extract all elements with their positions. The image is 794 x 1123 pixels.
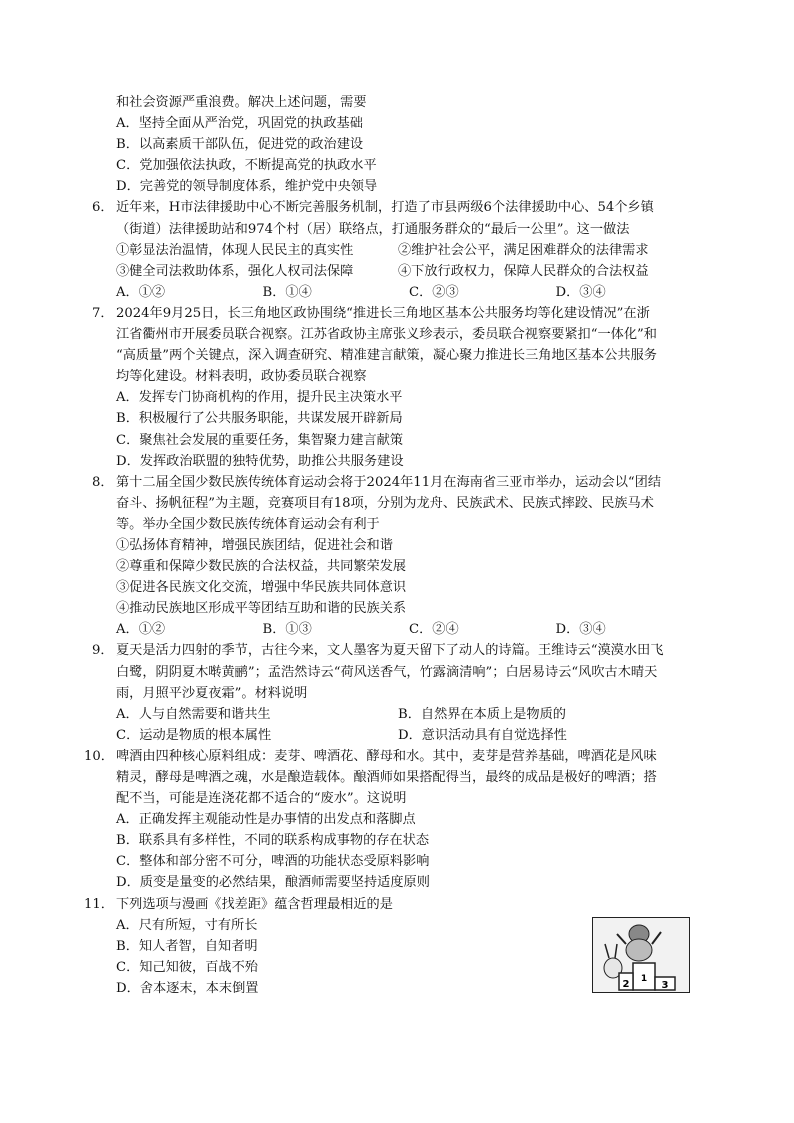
q9-stem-line: 9． 夏天是活力四射的季节，古往今来，文人墨客为夏天留下了动人的诗篇。王维诗云“漠漠水田飞 [92,640,702,661]
q5-option-b: B．以高素质干部队伍，促进党的政治建设 [116,137,364,153]
q8-statement: ①弘扬体育精神，增强民族团结，促进社会和谐 [116,537,393,553]
q9-option-b: B．自然界在本质上是物质的 [398,706,566,722]
q6-option-b: B．①④ [262,284,312,300]
q6-statement: ②维护社会公平，满足困难群众的法律需求 [398,242,649,258]
q10-option-d: D．质变是量变的必然结果，酿酒师需要坚持适度原则 [116,875,430,891]
q6-statement: ③健全司法救助体系，强化人权司法保障 [116,263,354,279]
q6-options-row [92,282,702,303]
q7-stem-line: 均等化建设。材料表明，政协委员联合视察 [116,369,367,385]
q7-stem-line: “高质量”两个关键点，深入调查研究、精准建言献策，凝心聚力推进长三角地区基本公共服务 [116,348,657,364]
q9-stem-line: 雨，月照平沙夏夜霜”。材料说明 [116,685,308,701]
q9-option-a: A．人与自然需要和谐共生 [116,706,271,722]
q9-option-d: D．意识活动具有自觉选择性 [398,727,567,743]
q9-option-c: C．运动是物质的根本属性 [116,727,272,743]
q11-number: 11． [84,896,114,912]
q5-option-c: C．党加强依法执政，不断提高党的执政水平 [116,158,377,174]
q5-option-a: A．坚持全面从严治党，巩固党的执政基础 [116,116,363,132]
q7-option-b: B．积极履行了公共服务职能，共谋发展开辟新局 [116,411,403,427]
q9-stem-line: 白鹭，阴阴夏木啭黄鹂”；孟浩然诗云“荷风送香气，竹露滴清响”；白居易诗云“风吹古木晴天 [116,664,658,680]
podium-cartoon-icon [593,918,689,992]
q10-stem-line: 10． 啤酒由四种核心原料组成：麦芽、啤酒花、酵母和水。其中，麦芽是营养基础，啤酒花是风味 [92,746,702,767]
cartoon-image [592,917,690,993]
q6-statements-row [92,261,702,282]
q11-stem-line: 11． 下列选项与漫画《找差距》蕴含哲理最相近的是 [92,894,702,915]
q9-options-row [92,725,702,746]
q8-option-c: C．②④ [409,622,459,638]
q11-option-c: C．知己知彼，百战不殆 [116,959,258,975]
podium-label-3: 3 [661,980,669,991]
q7-stem-line: 江省衢州市开展委员联合视察。江苏省政协主席张义珍表示，委员联合视察要紧扣“一体化”和 [116,327,657,343]
q10-option-b: B．联系具有多样性，不同的联系构成事物的存在状态 [116,833,430,849]
q10-stem-line: 配不当，可能是连浇花都不适合的“废水”。这说明 [116,791,407,807]
q7-option-d: D．发挥政治联盟的独特优势，助推公共服务建设 [116,453,404,469]
q10-option-c: C．整体和部分密不可分，啤酒的功能状态受原料影响 [116,854,430,870]
q7-option-a: A．发挥专门协商机构的作用，提升民主决策水平 [116,390,403,406]
q11-option-d: D．舍本逐末，本末倒置 [116,980,259,996]
q6-option-d: D．③④ [555,284,606,300]
q8-number: 8． [92,474,114,490]
q7-number: 7． [92,305,114,321]
q6-statement: ④下放行政权力，保障人民群众的合法权益 [398,263,649,279]
q6-option-c: C．②③ [409,284,459,300]
q8-options-row [92,619,702,640]
exam-page [84,92,702,999]
q9-number: 9． [92,643,114,659]
q10-option-a: A．正确发挥主观能动性是办事情的出发点和落脚点 [116,812,416,828]
q5-option-d: D．完善党的领导制度体系，维护党中央领导 [116,179,378,195]
q9-options-row [92,704,702,725]
q11-option-b: B．知人者智，自知者明 [116,938,258,954]
q8-stem-line: 8． 第十二届全国少数民族传统体育运动会将于2024年11月在海南省三亚市举办，运动会以“团结 [92,472,702,493]
q8-statement: ②尊重和保障少数民族的合法权益，共同繁荣发展 [116,559,407,575]
podium-label-1: 1 [640,974,648,984]
q8-option-a: A．①② [116,622,166,638]
q7-option-c: C．聚焦社会发展的重要任务，集智聚力建言献策 [116,432,404,448]
q8-stem-line: 奋斗、扬帆征程”为主题，竞赛项目有18项，分别为龙舟、民族武术、民族式摔跤、民族马术 [116,495,654,511]
q6-option-a: A．①② [116,284,166,300]
podium-label-2: 2 [622,979,630,990]
q8-option-d: D．③④ [555,622,606,638]
q8-option-b: B．①③ [262,622,312,638]
q8-stem-line: 等。举办全国少数民族传统体育运动会有利于 [116,516,380,532]
q6-statements-row [92,240,702,261]
q6-number: 6． [92,200,114,216]
q10-stem-line: 精灵，酵母是啤酒之魂，水是酿造载体。酿酒师如果搭配得当，最终的成品是极好的啤酒；搭 [116,770,657,785]
q5-stem: 和社会资源严重浪费。解决上述问题，需要 [116,95,367,110]
q7-stem-line: 7． 2024年9月25日，长三角地区政协围绕“推进长三角地区基本公共服务均等化建设情况”在浙 [92,303,702,324]
q8-statement: ④推动民族地区形成平等团结互助和谐的民族关系 [116,601,407,617]
q6-statement: ①彰显法治温情，体现人民民主的真实性 [116,242,354,258]
q6-stem-line: （街道）法律援助站和974个村（居）联络点，打通服务群众的“最后一公里”。这一做法 [116,221,630,237]
q11-option-a: A．尺有所短，寸有所长 [116,917,258,933]
q8-statement: ③促进各民族文化交流，增强中华民族共同体意识 [116,580,407,596]
q10-number: 10． [84,748,114,764]
q6-stem-line: 6． 近年来，H市法律援助中心不断完善服务机制，打造了市县两级6个法律援助中心、54个乡镇 [92,197,702,218]
